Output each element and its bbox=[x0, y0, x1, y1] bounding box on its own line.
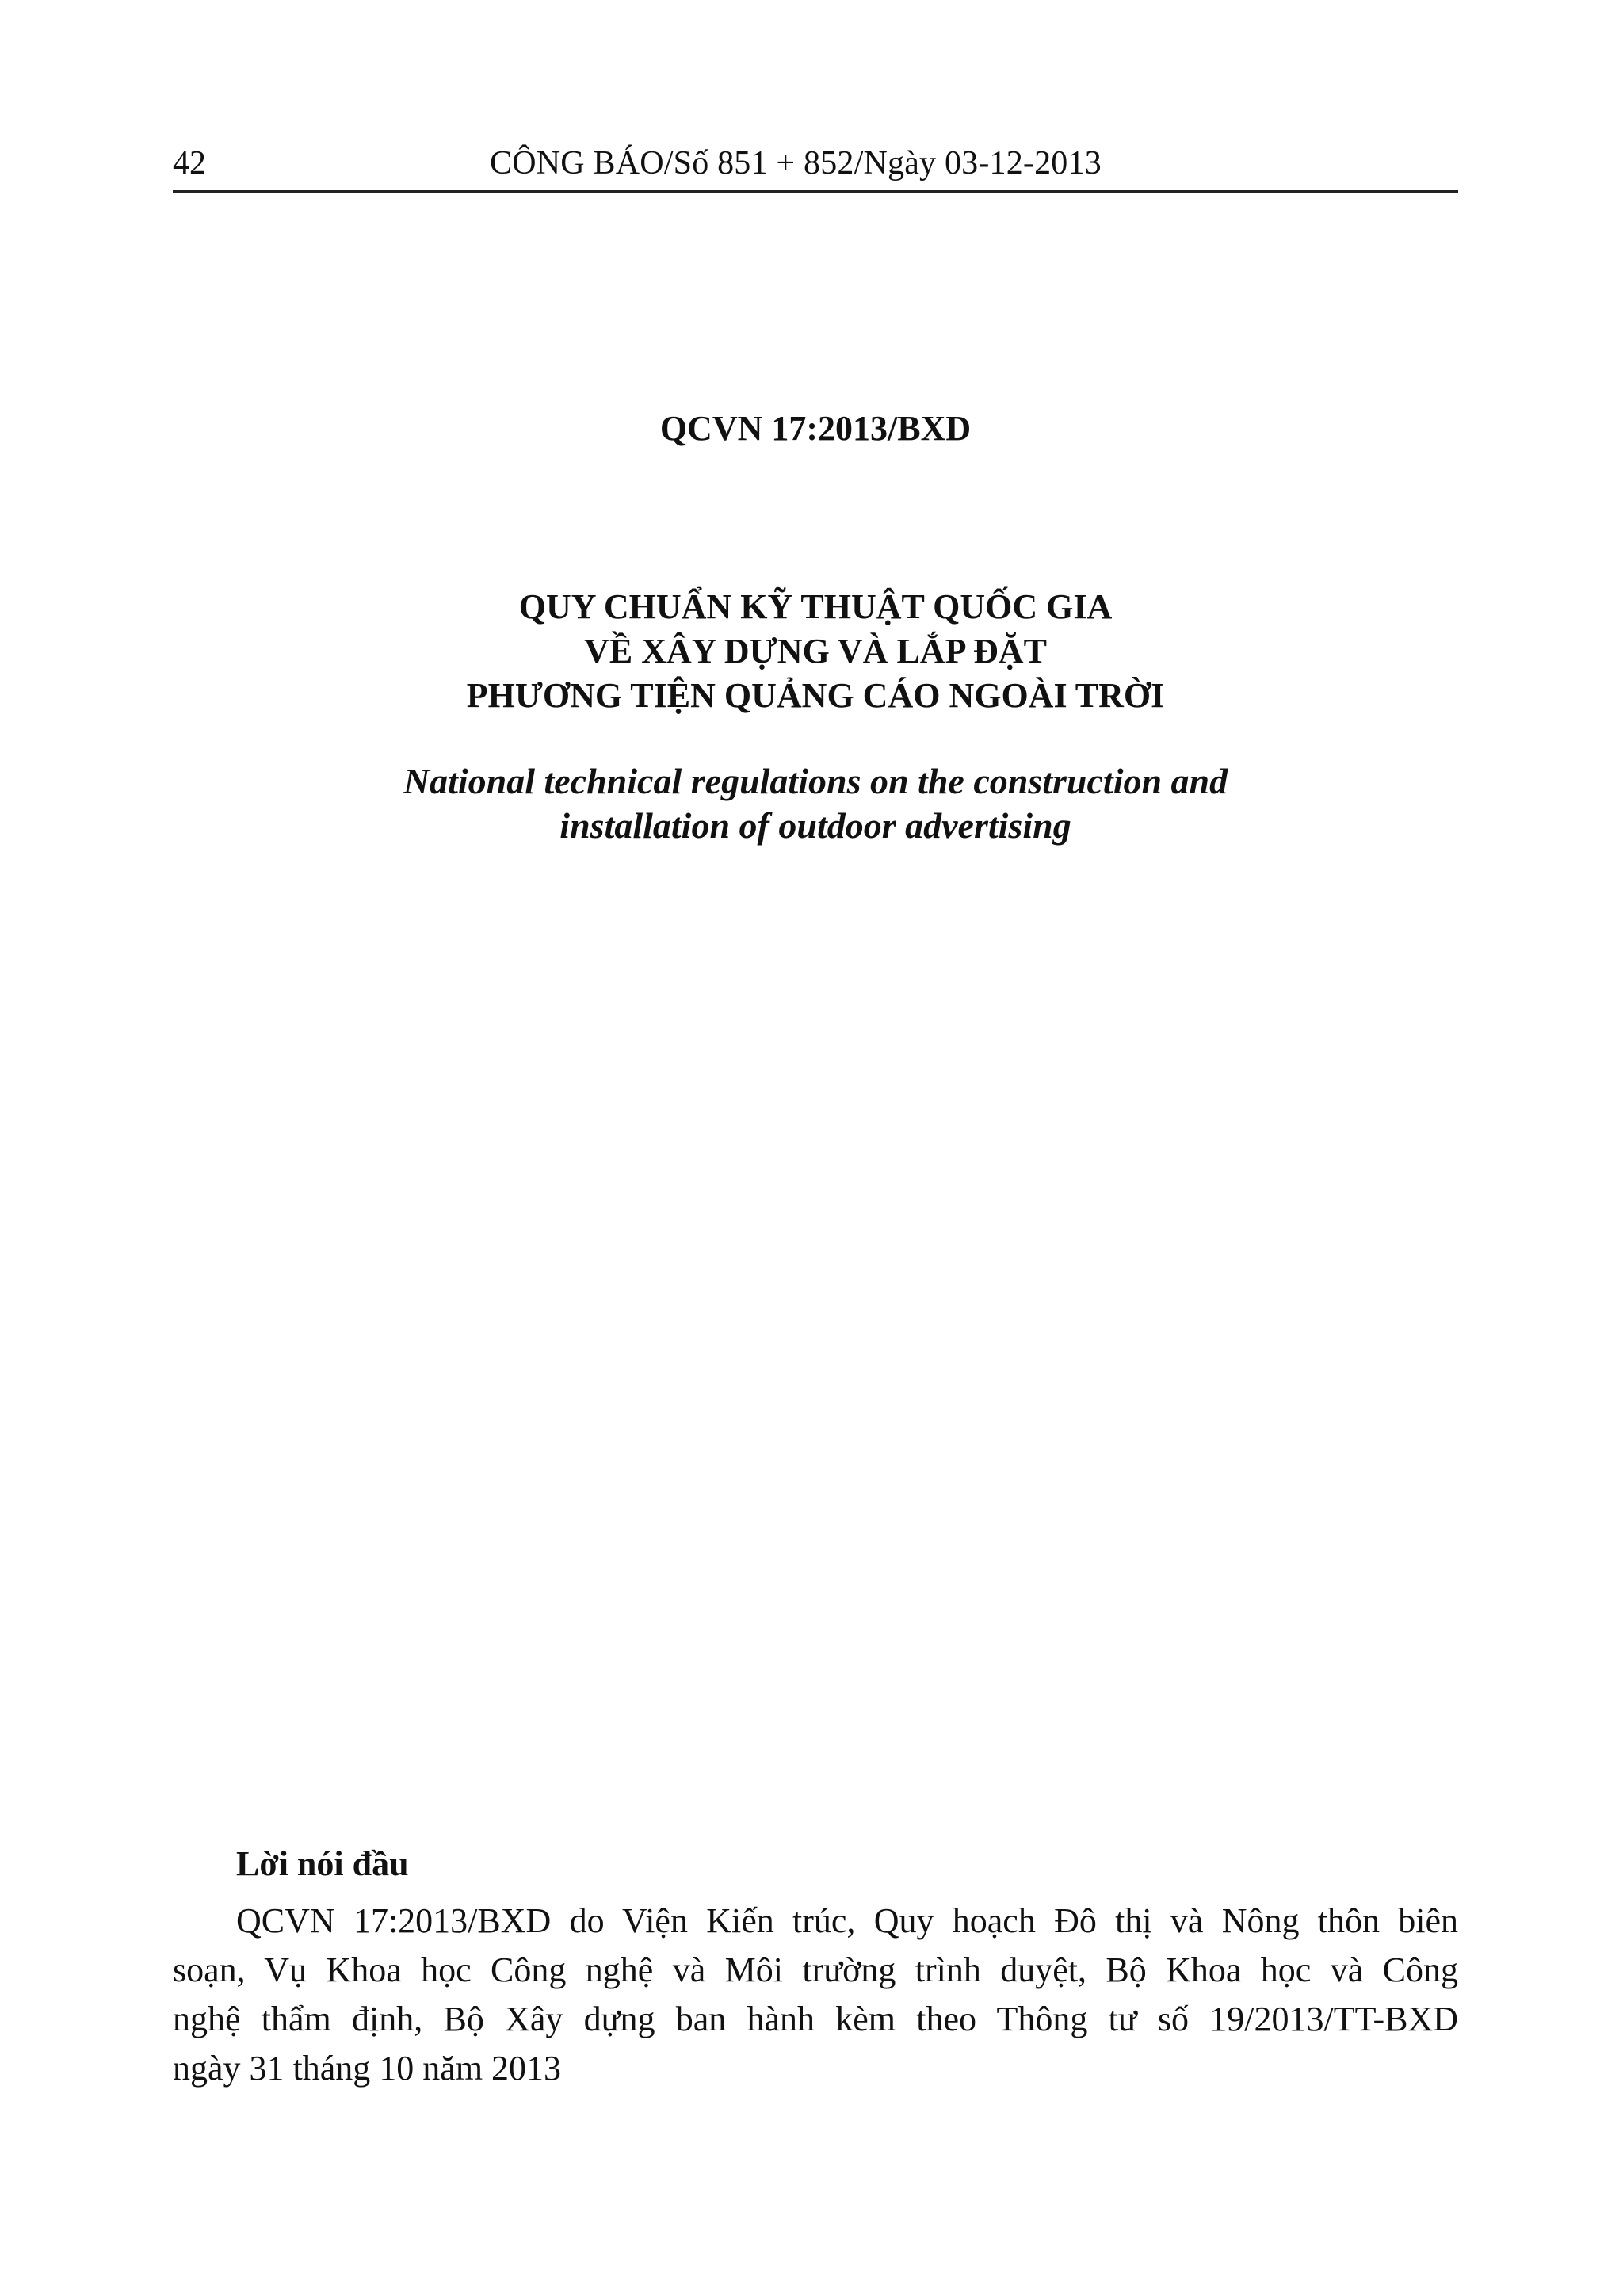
title-vn-line-2: VỀ XÂY DỰNG VÀ LẮP ĐẶT bbox=[584, 632, 1047, 670]
preface-line-1: QCVN 17:2013/BXD do Viện Kiến trúc, Quy hoạch Đô thị và Nông thôn biên bbox=[236, 1901, 1458, 1940]
regulation-code: QCVN 17:2013/BXD bbox=[659, 409, 972, 448]
title-vietnamese bbox=[173, 585, 1458, 718]
title-en-line-1: National technical regulations on the construction and bbox=[403, 761, 1228, 801]
publication-header: CÔNG BÁO/Số 851 + 852/Ngày 03-12-2013 bbox=[490, 145, 1102, 181]
preface-line-4: ngày 31 tháng 10 năm 2013 bbox=[173, 2049, 562, 2088]
preface-paragraph bbox=[173, 1897, 1458, 2093]
page-number: 42 bbox=[173, 145, 206, 181]
title-vn-line-1: QUY CHUẨN KỸ THUẬT QUỐC GIA bbox=[518, 587, 1113, 626]
title-en-line-2: installation of outdoor advertising bbox=[559, 805, 1071, 846]
preface-line-2: soạn, Vụ Khoa học Công nghệ và Môi trường trình duyệt, Bộ Khoa học và Công bbox=[173, 1950, 1458, 1989]
preface-line-3: nghệ thẩm định, Bộ Xây dựng ban hành kèm theo Thông tư số 19/2013/TT-BXD bbox=[173, 2000, 1458, 2038]
title-vn-line-3: PHƯƠNG TIỆN QUẢNG CÁO NGOÀI TRỜI bbox=[466, 676, 1165, 715]
title-english bbox=[173, 759, 1458, 848]
preface-heading: Lời nói đầu bbox=[236, 1844, 409, 1883]
header-rule-thick bbox=[173, 190, 1458, 193]
